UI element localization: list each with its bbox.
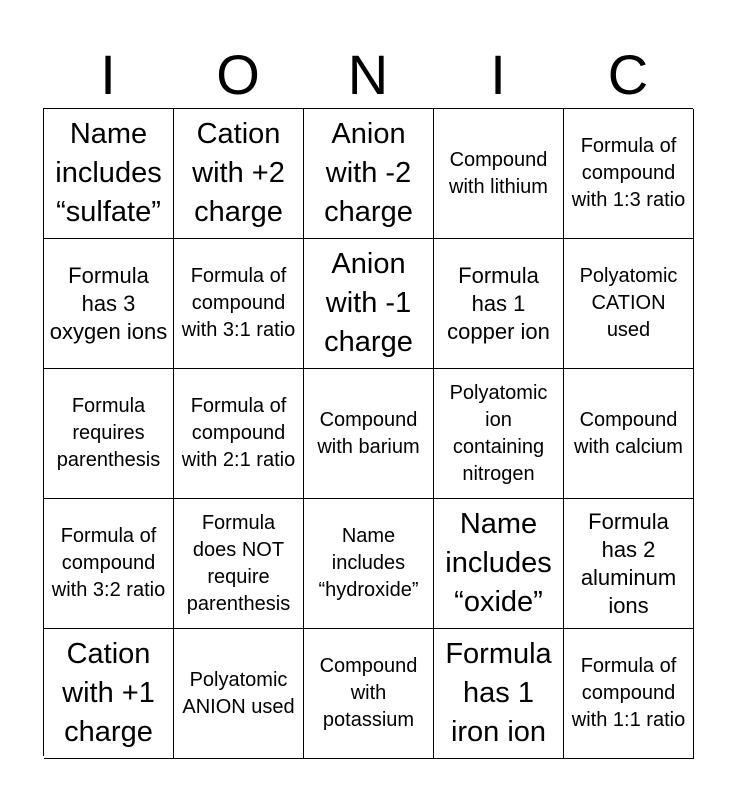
bingo-cell-text: Formula has 1 copper ion [447, 262, 550, 344]
bingo-cell-text: Polyatomic CATION used [579, 265, 678, 341]
bingo-cell-text: Compound with calcium [574, 408, 683, 458]
bingo-cell[interactable] [434, 239, 564, 369]
bingo-cell-text: Name includes “oxide” [445, 508, 552, 618]
bingo-cell[interactable] [44, 239, 174, 369]
bingo-cell[interactable] [174, 499, 304, 629]
bingo-cell[interactable] [174, 629, 304, 759]
bingo-cell-text: Cation with +2 charge [192, 118, 285, 228]
bingo-cell-text: Compound with lithium [449, 148, 548, 198]
bingo-cell[interactable] [434, 629, 564, 759]
bingo-grid [43, 108, 693, 756]
bingo-cell[interactable] [174, 369, 304, 499]
bingo-cell[interactable] [304, 369, 434, 499]
bingo-cell-text: Formula has 1 iron ion [445, 638, 552, 748]
bingo-cell[interactable] [304, 629, 434, 759]
bingo-cell-text: Formula of compound with 1:1 ratio [571, 655, 686, 731]
title-letter: O [216, 43, 260, 106]
bingo-cell[interactable] [44, 629, 174, 759]
bingo-cell-text: Formula does NOT require parenthesis [186, 511, 291, 615]
bingo-cell-text: Anion with -1 charge [324, 248, 413, 358]
bingo-cell-text: Formula of compound with 1:3 ratio [571, 135, 686, 211]
bingo-cell[interactable] [304, 109, 434, 239]
bingo-cell-text: Formula has 3 oxygen ions [49, 262, 168, 344]
bingo-cell-text: Anion with -2 charge [324, 118, 413, 228]
bingo-cell[interactable] [44, 369, 174, 499]
bingo-cell-text: Name includes “hydroxide” [318, 525, 419, 601]
title-letter: I [490, 43, 506, 106]
bingo-cell[interactable] [434, 109, 564, 239]
bingo-title [43, 44, 693, 106]
bingo-cell[interactable] [174, 239, 304, 369]
bingo-cell[interactable] [564, 629, 694, 759]
title-letter: N [347, 43, 389, 106]
bingo-cell[interactable] [44, 109, 174, 239]
bingo-cell[interactable] [304, 239, 434, 369]
bingo-cell[interactable] [434, 499, 564, 629]
bingo-cell[interactable] [564, 369, 694, 499]
bingo-cell[interactable] [564, 499, 694, 629]
bingo-cell[interactable] [304, 499, 434, 629]
bingo-cell[interactable] [174, 109, 304, 239]
bingo-cell-text: Polyatomic ANION used [182, 668, 295, 718]
bingo-cell-text: Compound with potassium [319, 655, 418, 731]
bingo-cell-text: Formula of compound with 2:1 ratio [181, 395, 296, 471]
bingo-cell[interactable] [564, 109, 694, 239]
bingo-cell-text: Cation with +1 charge [62, 638, 155, 748]
bingo-cell-text: Formula of compound with 3:1 ratio [181, 265, 296, 341]
title-letter: C [607, 43, 649, 106]
bingo-cell-text: Formula requires parenthesis [56, 395, 161, 471]
bingo-cell[interactable] [564, 239, 694, 369]
bingo-cell-text: Compound with barium [317, 408, 420, 458]
bingo-cell-text: Polyatomic ion containing nitrogen [449, 381, 548, 485]
bingo-cell-text: Formula has 2 aluminum ions [580, 508, 677, 618]
bingo-cell[interactable] [434, 369, 564, 499]
bingo-cell-text: Name includes “sulfate” [55, 118, 162, 228]
title-letter: I [100, 43, 116, 106]
bingo-cell[interactable] [44, 499, 174, 629]
bingo-cell-text: Formula of compound with 3:2 ratio [51, 525, 166, 601]
